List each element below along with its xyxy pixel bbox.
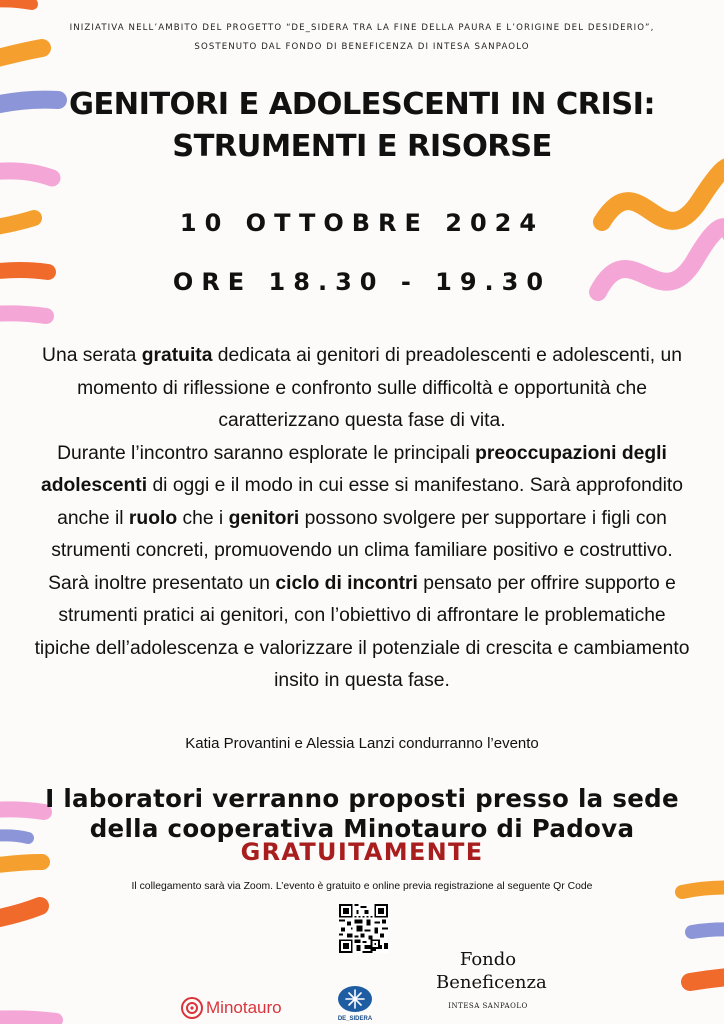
description-paragraph-1: Una serata gratuita dedicata ai genitori di preadolescenti e adolescenti, un momento di riflessione e confronto sulle difficoltà e opportunità che caratterizzano questa fase di vita. — [42, 345, 682, 431]
qr-code[interactable] — [339, 904, 388, 953]
star-icon — [337, 982, 373, 1012]
header-line-1: INIZIATIVA NELL’AMBITO DEL PROGETTO “DE_SIDERA TRA LA FINE DELLA PAURA E L’ORIGINE DEL DESIDERIO”, — [69, 23, 655, 33]
description-paragraph-3: Sarà inoltre presentato un ciclo di incontri pensato per offrire supporto e strumenti pratici ai genitori, con l’obiettivo di affrontare le problematiche tipiche dell’adolescenza e valorizzare il potenziale di crescita e cambiamento insito in questa fase. — [34, 572, 690, 691]
fondo-beneficenza-logo — [436, 949, 547, 1010]
header-line-2: SOSTENUTO DAL FONDO DI BENEFICENZA DI INTESA SANPAOLO — [194, 42, 530, 52]
minotauro-logo — [180, 995, 282, 1021]
minotauro-logo-text: Minotauro — [206, 998, 282, 1017]
event-time: ORE 18.30 - 19.30 — [172, 268, 552, 296]
labs-line-1: I laboratori verranno proposti presso la sede — [45, 784, 679, 813]
project-header — [20, 19, 704, 57]
labs-announcement — [0, 784, 724, 844]
zoom-note: Il collegamento sarà via Zoom. L’evento è gratuito e online previa registrazione al seguente Qr Code — [131, 881, 593, 892]
minotauro-emblem-icon — [180, 996, 204, 1020]
title-line-1: GENITORI E ADOLESCENTI IN CRISI: — [68, 87, 655, 122]
title-line-2: STRUMENTI E RISORSE — [172, 129, 552, 164]
fondo-logo-line-1: Fondo — [459, 949, 517, 970]
desidera-logo-text: DE_SIDERA — [337, 1016, 373, 1022]
description-paragraph-2: Durante l’incontro saranno esplorate le principali preoccupazioni degli adolescenti di oggi e il modo in cui esse si manifestano. Sarà approfondito anche il ruolo che i genitori possono svolgere per supportare i figli con strumenti concreti, promuovendo un clima familiare positivo e costruttivo. — [41, 442, 683, 561]
free-badge: GRATUITAMENTE — [240, 838, 484, 866]
labs-line-2: della cooperativa Minotauro di Padova — [89, 814, 635, 843]
page-title — [40, 84, 684, 168]
fondo-logo-line-3: INTESA SANPAOLO — [448, 1002, 528, 1010]
event-description — [34, 340, 690, 698]
fondo-logo-line-2: Beneficenza — [436, 972, 547, 993]
desidera-logo — [334, 982, 376, 1022]
event-date: 10 OTTOBRE 2024 — [179, 209, 545, 237]
hosts-note: Katia Provantini e Alessia Lanzi condurranno l’evento — [185, 735, 539, 752]
